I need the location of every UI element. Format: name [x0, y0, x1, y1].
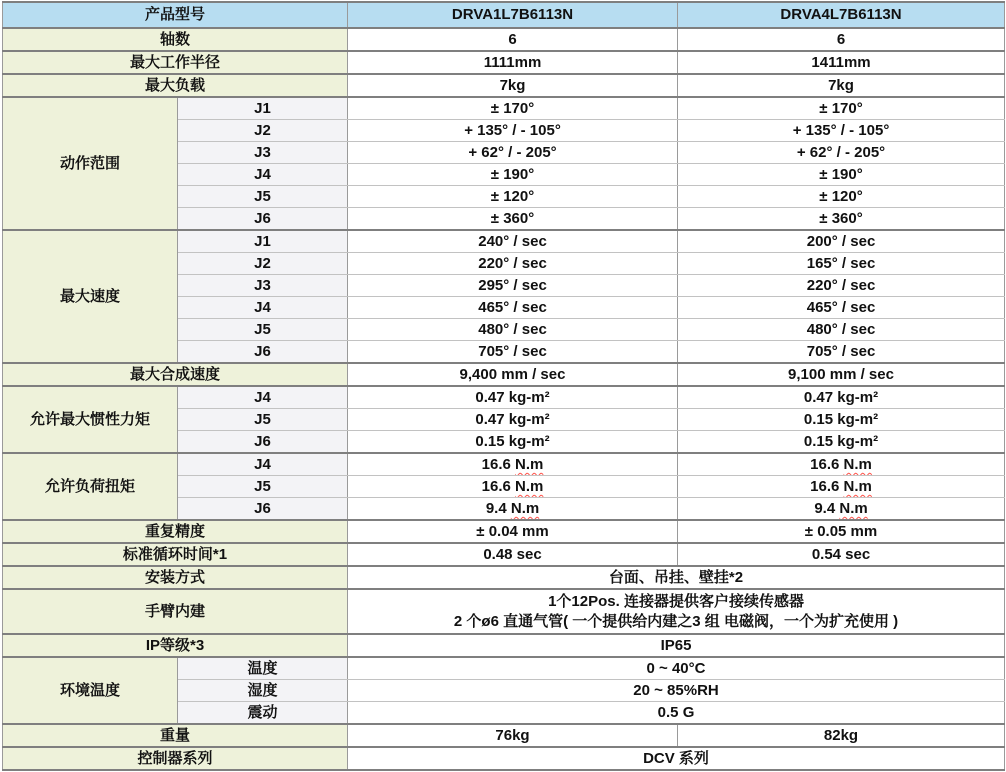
spec-value: + 62° / - 205°	[678, 142, 1005, 164]
joint-label: J5	[178, 319, 348, 341]
spec-value: 0.54 sec	[678, 543, 1005, 566]
spec-value: 9,100 mm / sec	[678, 363, 1005, 386]
spec-value: DCV 系列	[348, 747, 1005, 770]
spec-value: ± 0.05 mm	[678, 520, 1005, 543]
model-name-1: DRVA1L7B6113N	[348, 2, 678, 28]
env-sub-label: 湿度	[178, 680, 348, 702]
model-name-2: DRVA4L7B6113N	[678, 2, 1005, 28]
spec-value: 465° / sec	[348, 297, 678, 319]
row-label-max-working-radius: 最大工作半径	[3, 51, 348, 74]
spec-value: 0.15 kg-m²	[348, 431, 678, 454]
joint-label: J4	[178, 386, 348, 409]
row-label-arm-builtin: 手臂内建	[3, 589, 348, 634]
row-label-repeatability: 重复精度	[3, 520, 348, 543]
table-row	[3, 363, 1005, 386]
spec-value: + 62° / - 205°	[348, 142, 678, 164]
spellcheck-underline: N.m	[843, 456, 872, 473]
joint-label: J4	[178, 297, 348, 319]
spellcheck-underline: N.m	[515, 478, 544, 495]
spec-value: + 135° / - 105°	[678, 120, 1005, 142]
joint-label: J2	[178, 120, 348, 142]
table-row	[3, 453, 1005, 476]
env-sub-label: 震动	[178, 702, 348, 725]
table-row	[3, 230, 1005, 253]
row-label-max-payload: 最大负载	[3, 74, 348, 97]
spec-value: ± 360°	[348, 208, 678, 231]
table-row	[3, 520, 1005, 543]
spec-value: 台面、吊挂、壁挂*2	[348, 566, 1005, 589]
table-row	[3, 386, 1005, 409]
spec-value: 82kg	[678, 724, 1005, 747]
spec-value: 76kg	[348, 724, 678, 747]
spec-value: 240° / sec	[348, 230, 678, 253]
spec-value: ± 120°	[348, 186, 678, 208]
spec-value: 465° / sec	[678, 297, 1005, 319]
joint-label: J1	[178, 230, 348, 253]
spec-value: ± 170°	[348, 97, 678, 120]
spec-value: ± 190°	[348, 164, 678, 186]
spec-value: 480° / sec	[348, 319, 678, 341]
spec-value: 705° / sec	[678, 341, 1005, 364]
spec-value: 16.6 N.m	[678, 453, 1005, 476]
joint-label: J3	[178, 275, 348, 297]
row-label-axes: 轴数	[3, 28, 348, 51]
spec-value: 9.4 N.m	[678, 498, 1005, 521]
row-label-motion-range: 动作范围	[3, 97, 178, 230]
row-label-allowable-load-torque: 允许负荷扭矩	[3, 453, 178, 520]
row-label-max-allowable-inertia: 允许最大惯性力矩	[3, 386, 178, 453]
spec-value: 0.15 kg-m²	[678, 409, 1005, 431]
spec-value: 200° / sec	[678, 230, 1005, 253]
spec-value: 0.47 kg-m²	[678, 386, 1005, 409]
spec-value: 9.4 N.m	[348, 498, 678, 521]
joint-label: J5	[178, 476, 348, 498]
table-row	[3, 566, 1005, 589]
row-label-max-composite-speed: 最大合成速度	[3, 363, 348, 386]
spec-value: 16.6 N.m	[348, 453, 678, 476]
spec-value: 0.48 sec	[348, 543, 678, 566]
joint-label: J3	[178, 142, 348, 164]
joint-label: J6	[178, 431, 348, 454]
env-sub-label: 温度	[178, 657, 348, 680]
joint-label: J4	[178, 164, 348, 186]
spec-value: IP65	[348, 634, 1005, 657]
table-row	[3, 74, 1005, 97]
row-label-controller-series: 控制器系列	[3, 747, 348, 770]
row-label-mounting: 安装方式	[3, 566, 348, 589]
spec-value: ± 190°	[678, 164, 1005, 186]
spec-value: 0.15 kg-m²	[678, 431, 1005, 454]
joint-label: J1	[178, 97, 348, 120]
spec-value: 1个12Pos. 连接器提供客户接续传感器 2 个ø6 直通气管( 一个提供给内建之3 组 电磁阀，一个为扩充使用 )	[348, 589, 1005, 634]
spec-value: 0.47 kg-m²	[348, 386, 678, 409]
row-label-weight: 重量	[3, 724, 348, 747]
joint-label: J4	[178, 453, 348, 476]
spec-value: 705° / sec	[348, 341, 678, 364]
spec-value: ± 0.04 mm	[348, 520, 678, 543]
joint-label: J6	[178, 498, 348, 521]
spec-value: 480° / sec	[678, 319, 1005, 341]
spec-value: 1411mm	[678, 51, 1005, 74]
table-row	[3, 28, 1005, 51]
table-row	[3, 589, 1005, 634]
spellcheck-underline: N.m	[839, 500, 868, 517]
spec-value: ± 360°	[678, 208, 1005, 231]
spec-value: 6	[678, 28, 1005, 51]
spec-value: 0.47 kg-m²	[348, 409, 678, 431]
spec-value: + 135° / - 105°	[348, 120, 678, 142]
spec-value: 0 ~ 40°C	[348, 657, 1005, 680]
table-row	[3, 543, 1005, 566]
spec-value: 16.6 N.m	[348, 476, 678, 498]
table-row	[3, 2, 1005, 28]
row-label-standard-cycle-time: 标准循环时间*1	[3, 543, 348, 566]
spec-value: 6	[348, 28, 678, 51]
spec-value: 295° / sec	[348, 275, 678, 297]
joint-label: J5	[178, 186, 348, 208]
table-row	[3, 634, 1005, 657]
joint-label: J2	[178, 253, 348, 275]
spec-value: 20 ~ 85%RH	[348, 680, 1005, 702]
table-row	[3, 724, 1005, 747]
spec-value: 220° / sec	[678, 275, 1005, 297]
joint-label: J6	[178, 208, 348, 231]
spec-value: 7kg	[678, 74, 1005, 97]
spellcheck-underline: N.m	[843, 478, 872, 495]
joint-label: J5	[178, 409, 348, 431]
table-row	[3, 747, 1005, 770]
row-label-ambient: 环境温度	[3, 657, 178, 724]
spec-value: ± 170°	[678, 97, 1005, 120]
spec-value: 1111mm	[348, 51, 678, 74]
spellcheck-underline: N.m	[510, 500, 540, 517]
joint-label: J6	[178, 341, 348, 364]
spec-value: 165° / sec	[678, 253, 1005, 275]
row-label-ip-rating: IP等级*3	[3, 634, 348, 657]
spellcheck-underline: N.m	[515, 456, 544, 473]
spec-value: 7kg	[348, 74, 678, 97]
product-model-header: 产品型号	[3, 2, 348, 28]
spec-value: ± 120°	[678, 186, 1005, 208]
row-label-max-speed: 最大速度	[3, 230, 178, 363]
spec-table	[2, 1, 1005, 771]
spec-value: 16.6 N.m	[678, 476, 1005, 498]
spec-value: 220° / sec	[348, 253, 678, 275]
spec-table-body	[3, 2, 1005, 770]
table-row	[3, 51, 1005, 74]
table-row	[3, 657, 1005, 680]
table-row	[3, 97, 1005, 120]
spec-value: 9,400 mm / sec	[348, 363, 678, 386]
spec-value: 0.5 G	[348, 702, 1005, 725]
